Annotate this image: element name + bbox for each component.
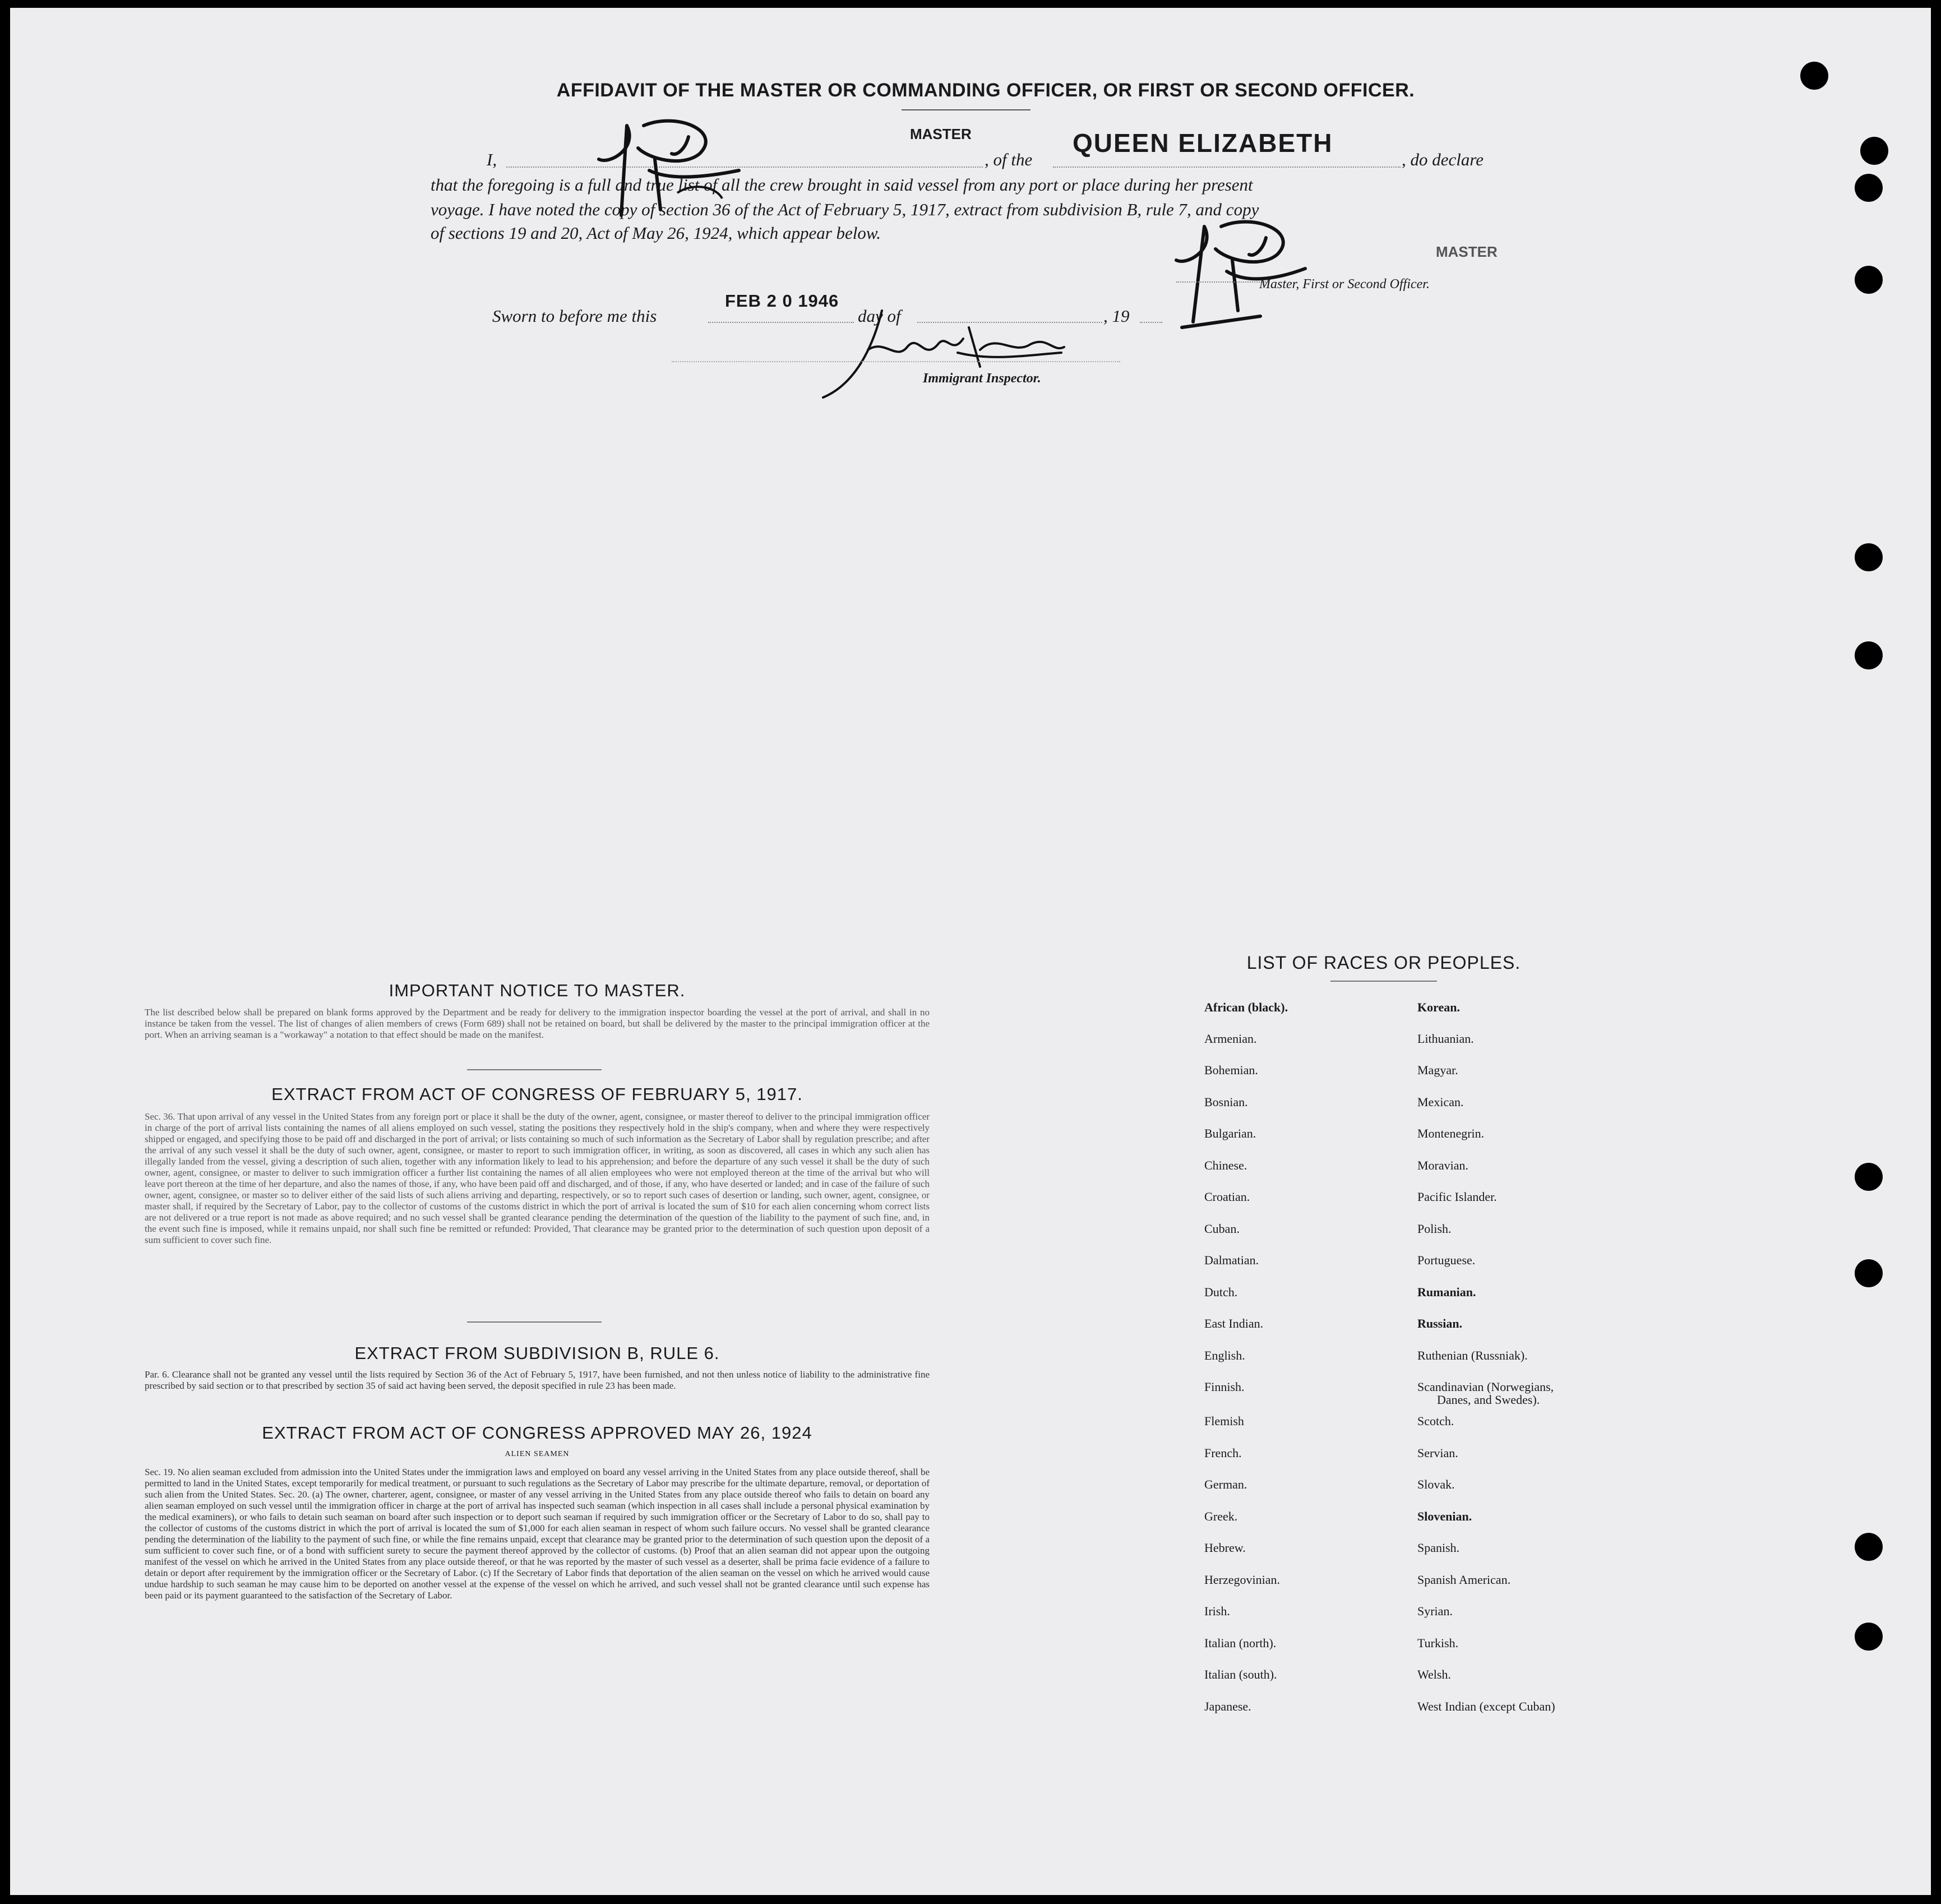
extract-1917-heading: EXTRACT FROM ACT OF CONGRESS OF FEBRUARY 5, 1917.	[271, 1084, 803, 1104]
officer-field	[1176, 281, 1266, 283]
race-item: Syrian.	[1417, 1604, 1453, 1618]
extract-1924-heading: EXTRACT FROM ACT OF CONGRESS APPROVED MAY 26, 1924	[262, 1423, 812, 1443]
notice-text: The list described below shall be prepared on blank forms approved by the Department and be ready for delivery to the immigration inspector boarding the vessel at the port of arrival, and shall in no instance be taken from the vessel. The list of changes of alien members of crews (Form 689) shall not be retained on board, but shall be delivered by the master to the principal immigration officer at the port. When an arriving seaman is a "workaway" a notation to that effect should be made on the manifest.	[145, 1007, 930, 1040]
race-item: Armenian.	[1204, 1032, 1257, 1046]
race-item: Croatian.	[1204, 1190, 1250, 1204]
race-item: Magyar.	[1417, 1063, 1458, 1077]
race-item: German.	[1204, 1477, 1247, 1491]
sworn-date-stamp: FEB 2 0 1946	[725, 291, 839, 311]
race-item: Korean.	[1417, 1000, 1460, 1014]
race-item: Rumanian.	[1417, 1285, 1476, 1299]
race-item: Irish.	[1204, 1604, 1230, 1618]
binder-hole	[1855, 174, 1883, 202]
race-item: Scotch.	[1417, 1414, 1454, 1428]
i-label: I,	[487, 150, 497, 169]
race-item: Cuban.	[1204, 1222, 1240, 1236]
race-item: Slovak.	[1417, 1477, 1455, 1491]
race-item: Italian (south).	[1204, 1667, 1277, 1681]
race-item: Russian.	[1417, 1316, 1463, 1330]
race-item: Dalmatian.	[1204, 1253, 1259, 1267]
extract-1917-text: Sec. 36. That upon arrival of any vessel in the United States from any foreign port or place it shall be the duty of the owner, agent, consignee, or master thereof to deliver to the principal immigration officer in charge of the port of arrival lists containing the names of all aliens employed on such vessel, stating the positions they respectively hold in the ship's company, when and where they were respectively shipped or engaged, and specifying those to be paid off and discharged in the port of arrival; or lists containing so much of such information as the Secretary of Labor shall by regulation prescribe; and after the arrival of any such vessel it shall be the duty of such owner, agent, consignee, or master to report to such immigration officer, in writing, as soon as discovered, all cases in which any such alien has illegally landed from the vessel, giving a description of such alien, together with any information likely to lead to his apprehension; and before the departure of any such vessel it shall be the duty of such owner, agent, consignee, or master to deliver to such immigration officer a further list containing the names of all alien employees who were not employed thereon at the time of the arrival but who will leave port thereon at the time of her departure, and also the names of those, if any, who have been paid off and discharged, and of those, if any, who have deserted or landed; and in case of the failure of such owner, agent, consignee, or master so to deliver either of the said lists of such aliens arriving and departing, respectively, or so to report such cases of desertion or landing, such owner, agent, consignee, or master shall, if required by the Secretary of Labor, pay to the collector of customs of the customs district in which the port of arrival is located the sum of $10 for each alien concerning whom correct lists are not delivered or a true report is not made as above required; and no such vessel shall be granted clearance pending the determination of the question of the liability to the payment of such fine, and, in the event such fine is imposed, while it remains unpaid, nor shall such fine be remitted or refunded: Provided, That clearance may be granted prior to the determination of such question upon deposit of a sum sufficient to cover such fine.	[145, 1111, 930, 1245]
rule6-heading: EXTRACT FROM SUBDIVISION B, RULE 6.	[354, 1343, 720, 1363]
do-declare-label: , do declare	[1402, 150, 1484, 169]
races-title: LIST OF RACES OR PEOPLES.	[1246, 953, 1521, 973]
race-item: Turkish.	[1417, 1636, 1459, 1650]
race-item: Dutch.	[1204, 1285, 1238, 1299]
race-item: Flemish	[1204, 1414, 1244, 1428]
affidavit-body-line: voyage. I have noted the copy of section 36 of the Act of February 5, 1917, extract from subdivision B, rule 7, and copy	[431, 200, 1259, 219]
race-item: West Indian (except Cuban)	[1417, 1699, 1555, 1713]
master-stamp: MASTER	[1436, 243, 1498, 260]
race-item: Bohemian.	[1204, 1063, 1258, 1077]
of-the-label: , of the	[985, 150, 1033, 169]
race-item: East Indian.	[1204, 1316, 1264, 1330]
master-stamp: MASTER	[910, 126, 972, 142]
race-item: Montenegrin.	[1417, 1126, 1485, 1140]
divider	[902, 109, 1030, 110]
year-field	[1140, 322, 1162, 323]
race-item: Greek.	[1204, 1509, 1238, 1523]
officer-signature	[1171, 215, 1316, 333]
sworn-label: Sworn to before me this	[492, 306, 657, 326]
divider	[467, 1069, 602, 1070]
race-item: Danes, and Swedes).	[1437, 1393, 1540, 1407]
race-item: Portuguese.	[1417, 1253, 1476, 1267]
notice-heading: IMPORTANT NOTICE TO MASTER.	[389, 981, 686, 1000]
race-item: Italian (north).	[1204, 1636, 1277, 1650]
race-item: Pacific Islander.	[1417, 1190, 1497, 1204]
race-item: Servian.	[1417, 1446, 1458, 1460]
race-item: Scandinavian (Norwegians,	[1417, 1380, 1554, 1394]
binder-hole	[1855, 543, 1883, 571]
officer-caption: Master, First or Second Officer.	[1259, 277, 1430, 292]
master-signature	[588, 114, 750, 232]
race-item: Slovenian.	[1417, 1509, 1472, 1523]
race-item: Finnish.	[1204, 1380, 1245, 1394]
race-item: Japanese.	[1204, 1699, 1251, 1713]
race-item: Chinese.	[1204, 1158, 1247, 1172]
extract-1924-text: Sec. 19. No alien seaman excluded from admission into the United States under the immigration laws and employed on board any vessel arriving in the United States from any place outside thereof, shall be permitted to land in the United States, except temporarily for medical treatment, or pursuant to such regulations as the Secretary of Labor may prescribe for the ultimate departure, removal, or deportation of such alien from the United States. Sec. 20. (a) The owner, charterer, agent, consignee, or master of any vessel arriving in the United States from any place outside thereof who fails to detain on board any alien seaman employed on such vessel until the immigration officer in charge at the port of arrival has inspected such seaman (which inspection in all cases shall include a personal physical examination by the medical examiners), or who fails to detain such seaman on board after such inspection or to deport such seaman if required by such immigration officer or the Secretary of Labor to do so, shall pay to the collector of customs of the customs district in which the port of arrival is located the sum of $1,000 for each alien seaman in respect of whom such failure occurs. No vessel shall be granted clearance pending the determination of the liability to the payment of such fine, or while the fine remains unpaid, except that clearance may be granted prior to the determination of such question upon the deposit of a sum sufficient to cover such fine, or of a bond with sufficient surety to secure the payment thereof approved by the collector of customs. (b) Proof that an alien seaman did not appear upon the outgoing manifest of the vessel on which he arrived in the United States from any place outside thereof, or that he was reported by the master of such vessel as a deserter, shall be prima facie evidence of a failure to detain or deport after requirement by the immigration officer or the Secretary of Labor. (c) If the Secretary of Labor finds that deportation of the alien seaman on the vessel on which he arrived would cause undue hardship to such seaman he may cause him to be deported on another vessel at the expense of the vessel on which he arrived, and such vessel shall not be granted clearance until such expense has been paid or its payment guaranteed to the satisfaction of the Secretary of Labor.	[145, 1467, 930, 1601]
binder-hole	[1855, 1533, 1883, 1561]
affidavit-title: AFFIDAVIT OF THE MASTER OR COMMANDING OFFICER, OR FIRST OR SECOND OFFICER.	[556, 80, 1415, 101]
race-item: Spanish American.	[1417, 1573, 1511, 1587]
race-item: Polish.	[1417, 1222, 1452, 1236]
binder-hole	[1800, 62, 1828, 90]
race-item: English.	[1204, 1348, 1245, 1362]
divider	[467, 1321, 602, 1323]
inspector-caption: Immigrant Inspector.	[923, 371, 1041, 386]
vessel-field	[1053, 167, 1401, 168]
binder-hole	[1855, 1259, 1883, 1287]
day-of-label: day of	[858, 306, 901, 326]
race-item: Lithuanian.	[1417, 1032, 1474, 1046]
affidavit-body-line: of sections 19 and 20, Act of May 26, 1924, which appear below.	[431, 223, 881, 243]
race-item: Mexican.	[1417, 1095, 1464, 1109]
race-item: Welsh.	[1417, 1667, 1451, 1681]
alien-seamen-subheading: ALIEN SEAMEN	[505, 1450, 570, 1458]
ship-name-stamp: QUEEN ELIZABETH	[1073, 128, 1333, 158]
binder-hole	[1855, 1623, 1883, 1651]
race-item: Hebrew.	[1204, 1541, 1246, 1555]
binder-hole	[1855, 266, 1883, 294]
year-label: , 19	[1103, 306, 1130, 326]
rule6-text: Par. 6. Clearance shall not be granted any vessel until the lists required by Section 36 of the Act of February 5, 1917, have been furnished, and not then unless notice of liability to the administrative fine prescribed by said section or to that prescribed by section 35 of said act having been served, the deposit specified in rule 23 has been made.	[145, 1369, 930, 1391]
divider	[1330, 981, 1437, 982]
binder-hole	[1855, 1163, 1883, 1191]
binder-hole	[1855, 641, 1883, 669]
race-item: Herzegovinian.	[1204, 1573, 1280, 1587]
race-item: Bulgarian.	[1204, 1126, 1256, 1140]
race-item: Moravian.	[1417, 1158, 1469, 1172]
race-item: Spanish.	[1417, 1541, 1460, 1555]
inspector-field	[672, 361, 1120, 362]
race-item: African (black).	[1204, 1000, 1288, 1014]
race-item: Bosnian.	[1204, 1095, 1248, 1109]
document-page	[10, 8, 1931, 1895]
binder-hole	[1860, 137, 1888, 165]
affidavit-body-line: that the foregoing is a full and true list of all the crew brought in said vessel from any port or place during her present	[431, 175, 1253, 195]
race-item: Ruthenian (Russniak).	[1417, 1348, 1528, 1362]
race-item: French.	[1204, 1446, 1242, 1460]
